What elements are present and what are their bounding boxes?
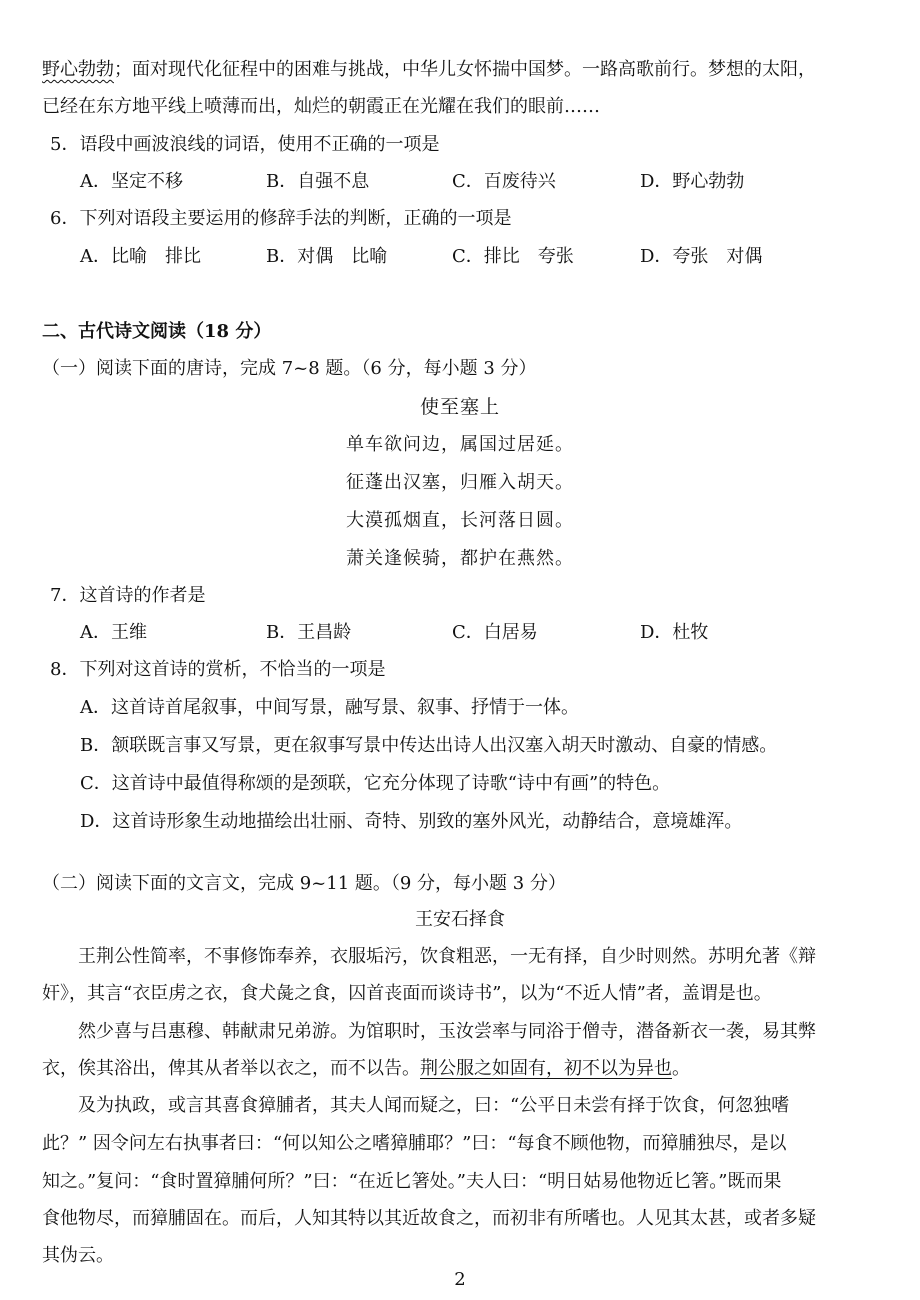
poem-title: 使至塞上: [419, 396, 500, 418]
passage-p3-line-4: 食他物尽，而獐脯固在。而后，人知其特以其近故食之，而初非有所嗜也。人见其太甚，或者多疑: [42, 1208, 816, 1229]
q7-option-c: C．白居易: [452, 622, 538, 643]
q6-option-b: B．对偶 比喻: [266, 246, 388, 267]
part-2-intro: （二）阅读下面的文言文，完成 9~11 题。（9 分，每小题 3 分）: [42, 873, 566, 894]
poem-line-2: 征蓬出汉塞，归雁入胡天。: [346, 472, 574, 493]
underlined-sentence: 荆公服之如固有，初不以为异也: [420, 1058, 672, 1079]
section-2-title: 二、古代诗文阅读（18 分）: [42, 321, 272, 342]
q8-option-a: A．这首诗首尾叙事，中间写景，融写景、叙事、抒情于一体。: [80, 697, 579, 718]
q8-option-c: C．这首诗中最值得称颂的是颈联，它充分体现了诗歌“诗中有画”的特色。: [80, 773, 671, 794]
passage-p1-line-2: 奸》，其言“衣臣虏之衣，食犬彘之食，囚首丧面而谈诗书”，以为“不近人情”者，盖谓是也。: [42, 983, 772, 1004]
intro-line-2: 已经在东方地平线上喷薄而出，灿烂的朝霞正在光耀在我们的眼前……: [42, 96, 600, 117]
q5-option-d: D．野心勃勃: [640, 171, 745, 192]
question-5-stem: 5．语段中画波浪线的词语，使用不正确的一项是: [50, 134, 440, 155]
q6-option-a: A．比喻 排比: [80, 246, 201, 267]
passage-p3-line-5: 其伪云。: [42, 1245, 114, 1266]
poem-line-3: 大漠孤烟直，长河落日圆。: [346, 510, 574, 531]
q5-option-b: B．自强不息: [266, 171, 370, 192]
q7-option-a: A．王维: [80, 622, 147, 643]
part-1-intro: （一）阅读下面的唐诗，完成 7~8 题。（6 分，每小题 3 分）: [42, 358, 537, 379]
q5-option-a: A．坚定不移: [80, 171, 183, 192]
passage-p3-line-3: 知之。”复问：“食时置獐脯何所？”曰：“在近匕箸处。”夫人曰：“明日姑易他物近匕箸。”既而果: [42, 1171, 782, 1192]
question-6-stem: 6．下列对语段主要运用的修辞手法的判断，正确的一项是: [50, 208, 512, 229]
q6-option-c: C．排比 夸张: [452, 246, 574, 267]
passage-p1-line-1: 王荆公性简率，不事修饰奉养，衣服垢污，饮食粗恶，一无有择，自少时则然。苏明允著《辩: [78, 946, 816, 967]
passage-p3-line-1: 及为执政，或言其喜食獐脯者，其夫人闻而疑之，曰：“公平日未尝有择于饮食，何忽独嗜: [78, 1095, 790, 1116]
q7-option-d: D．杜牧: [640, 622, 709, 643]
q8-option-b: B．颔联既言事又写景，更在叙事写景中传达出诗人出汉塞入胡天时激动、自豪的情感。: [80, 735, 778, 756]
q6-option-d: D．夸张 对偶: [640, 246, 763, 267]
poem-line-1: 单车欲问边，属国过居延。: [346, 434, 574, 455]
passage-p2-line-1: 然少喜与吕惠穆、韩献肃兄弟游。为馆职时，玉汝尝率与同浴于僧寺，潜备新衣一袭，易其弊: [78, 1021, 816, 1042]
passage-p3-line-2: 此？” 因令问左右执事者曰：“何以知公之嗜獐脯耶？”曰：“每食不顾他物，而獐脯独尽，是以: [42, 1133, 787, 1154]
q8-option-d: D．这首诗形象生动地描绘出壮丽、奇特、别致的塞外风光，动静结合，意境雄浑。: [80, 811, 743, 832]
intro-line-1: 野心勃勃；面对现代化征程中的困难与挑战，中华儿女怀揣中国梦。一路高歌前行。梦想的太阳，: [42, 59, 816, 80]
poem-line-4: 萧关逢候骑，都护在燕然。: [346, 548, 574, 569]
question-8-stem: 8．下列对这首诗的赏析，不恰当的一项是: [50, 659, 386, 680]
passage-title: 王安石择食: [415, 909, 505, 930]
q5-option-c: C．百废待兴: [452, 171, 556, 192]
q7-option-b: B．王昌龄: [266, 622, 352, 643]
page-number: 2: [454, 1269, 466, 1290]
question-7-stem: 7．这首诗的作者是: [50, 585, 206, 606]
wavy-word: 野心勃勃: [42, 59, 114, 80]
passage-p2-line-2: 衣，俟其浴出，俾其从者举以衣之，而不以告。荆公服之如固有，初不以为异也。: [42, 1058, 690, 1079]
